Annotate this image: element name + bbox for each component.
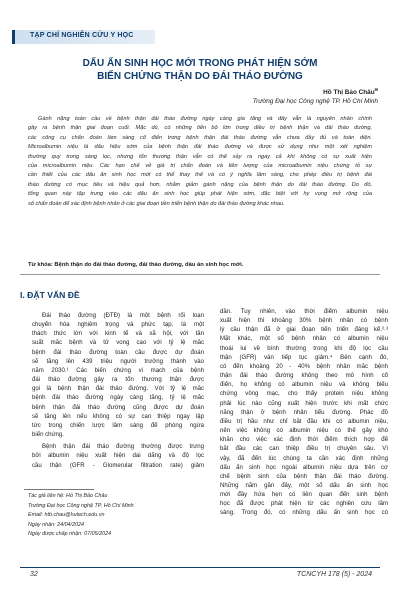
footer-divider [20, 567, 380, 568]
section-heading: I. ĐẶT VẤN ĐỀ [20, 290, 80, 300]
body-line: biến chứng. [32, 432, 64, 439]
footnote-divider [24, 489, 94, 490]
body-line: sẽ tăng lên nếu không có sự can thiệp ngay lập [32, 413, 204, 420]
body-line: điển, họ không có albumin niệu và không biểu [220, 382, 388, 389]
abstract-line: Microalbumin niệu là dấu hiệu sớm của bệnh thận đái tháo đường và được sử dụng như một xét nghiệm [28, 144, 372, 151]
corresponding-mark: ✉ [374, 87, 378, 92]
body-line: cầu thận (GFR - Glomerular filtration rate) giảm [32, 462, 204, 469]
abstract-line: của microalbumin niệu. Các hạn chế về giá trị chẩn đoán và tiên lượng của microalbumin niệu chứng tỏ sự [28, 163, 372, 170]
note-line: Tác giả liên hệ: Hồ Thị Bảo Châu [28, 493, 108, 499]
body-line: suất mắc bệnh và tử vong cao với tỷ lệ mắc [32, 340, 204, 347]
body-line: xuất hiện thì khoảng 30% bệnh nhân có bệnh [220, 318, 388, 325]
body-line: thoái lui về bình thường trong khi độ lọc cầu [220, 345, 388, 352]
body-line: bệnh đái tháo đường ngày càng tăng, tỷ lệ mắc [32, 395, 204, 402]
note-line: Trường Đại học Công nghệ TP. Hồ Chí Minh [28, 502, 134, 509]
abstract-line: các công cụ chẩn đoán làm sàng cố điển trong bệnh thận đái tháo đường vẫn chưa đầy đủ và toàn diện. [28, 134, 372, 141]
abstract-line: số chẩn đoán để xác định bệnh nhân ở các giai đoạn tiền triển bệnh thận do đái tháo đường khác nhau. [28, 200, 285, 207]
article-title [20, 57, 380, 83]
affiliation: Trường Đại học Công nghệ TP. Hồ Chí Minh [252, 98, 378, 105]
body-line: điều trị hầu như chỉ bắt đầu khi có albumin niệu, [220, 418, 388, 425]
body-line: bệnh đái tháo đường toàn cầu được dự đoán [32, 349, 204, 356]
body-line: nên việc không có albumin niệu có thể gây khó [220, 428, 388, 435]
abstract-line: tháo đường có mục tiêu và hiệu quả hơn, nhằm giảm gánh nặng của bệnh thận do đái tháo đường. Do đó, [28, 181, 372, 188]
body-line: năm 2030.¹ Các biến chứng vi mạch của bệnh [32, 367, 204, 374]
body-line: gọi là bệnh thận đái tháo đường. Với tỷ lệ mắc [32, 386, 204, 393]
body-line: bởi albumin niệu xuất hiện dai dẳng và độ lọc [32, 453, 204, 460]
keywords: Từ khóa: Bệnh thận do đái tháo đường, đái tháo đường, dấu ấn sinh học mới. [28, 262, 244, 268]
body-line: tức trong chiến lược lâm sàng để phòng ngừa [32, 422, 204, 429]
body-line: vậy, đã đến lúc chúng ta cần xác định những [220, 455, 388, 462]
left-column [32, 312, 204, 471]
journal-header: TẠP CHÍ NGHIÊN CỨU Y HỌC [30, 32, 134, 39]
body-line: chứng vông mạc, cho thấy protein niệu không [220, 391, 388, 398]
title-line-2: BIẾN CHỨNG THẬN DO ĐÁI THÁO ĐƯỜNG [97, 71, 303, 82]
abstract-line: cần thiết của các dấu ấn sinh học mới có thể thay thế và có ý nghĩa lâm sàng, cho phép điều trị bệnh đái [28, 172, 372, 179]
body-line: mới đầy hứa hẹn có liên quan đến sinh bệnh [220, 492, 388, 499]
note-line: Email: htb.chau@hutech.edu.vn [28, 512, 105, 519]
note-line: Ngày được chấp nhận: 07/05/2024 [28, 531, 112, 538]
body-line: phải lúc nào cũng xuất hiện trước khi mất chức [220, 400, 388, 407]
body-line: thận đái tháo đường không theo mô hình cổ [220, 373, 388, 380]
body-line: bệnh thận đái tháo đường cũng được dự đoán [32, 404, 204, 411]
page-number: 32 [30, 571, 38, 578]
body-line: lý cầu thận đã ở giai đoạn tiến triển đáng kể.²·³ [220, 327, 388, 334]
author-line [323, 87, 378, 96]
body-line: thách thức lớn với kinh tế và xã hội, với tần [32, 331, 204, 338]
correspondence-notes [28, 492, 208, 540]
body-line: năng thận ở bệnh nhân tiểu đường. Phác đồ [220, 409, 388, 416]
section-divider [20, 274, 380, 275]
title-line-1: DẤU ẤN SINH HỌC MỚI TRONG PHÁT HIỆN SỚM [82, 58, 318, 69]
body-line: dấu ấn sinh học ngoài albumin niệu dựa trên cơ [220, 464, 388, 471]
body-line: bắt đầu các can thiệp điều trị chuyên sâu. Vì [220, 446, 388, 453]
abstract-line: gây ra bệnh thận giai đoạn cuối. Mặc dù, có những tiến bộ lớn trong điều trị bệnh thận và đái tháo đường, [28, 125, 372, 132]
body-line: đái tháo đường gây ra tổn thương thận được [32, 377, 204, 384]
body-line: sàng. Trong đó, có những dấu ấn sinh học có [220, 510, 388, 517]
abstract-line: tổng quan này tập trung vào các dấu ấn sinh học giúp phát hiện sớm, đặc biệt với hy vọng mở rộng của [28, 191, 372, 198]
journal-issue: TCNCYH 178 (5) - 2024 [296, 571, 372, 578]
abstract-line: thường quy trong sàng lọc, nhưng tổn thương thận vẫn có thể xảy ra ngay cả khi không có sự xuất hiện [28, 153, 372, 160]
body-line: chuyển hóa nghiêm trọng và phức tạp, là một [32, 322, 204, 329]
right-column [220, 308, 388, 519]
body-line: học đã được phát hiện từ các nghiên cứu lâm [220, 501, 388, 508]
body-line: Đái tháo đường (ĐTĐ) là một bệnh rối loạn [42, 313, 204, 319]
body-line: chế bệnh sinh của bệnh thận đái tháo đường. [220, 473, 388, 480]
author-name: Hồ Thị Bảo Châu [323, 89, 375, 97]
body-line: dần. Tuy nhiên, vào thời điểm albumin niệu [220, 309, 388, 315]
abstract-line: Gánh nặng toàn cầu về bệnh thận đái tháo đường ngày càng gia tăng và đây vẫn là nguyên nhân chính [38, 116, 372, 122]
abstract [28, 115, 372, 209]
body-line: Những năm gần đây, một số dấu ấn sinh học [220, 482, 388, 489]
body-line: khăn cho việc xác định thời điểm thích hợp để [220, 437, 388, 444]
body-line: Mặt khác, một số bệnh nhân có albumin niệu [220, 336, 388, 343]
body-line: có đến khoảng 20 - 40% bệnh nhân mắc bệnh [220, 363, 388, 370]
body-line: thận (GFR) vẫn tiếp tục giảm.⁴ Bên cạnh đó, [220, 354, 388, 361]
body-line: Bệnh thận đái tháo đường thường được trưng [42, 444, 204, 451]
body-line: sẽ tăng lên 439 triệu người trưởng thành vào [32, 358, 204, 365]
note-line: Ngày nhận: 24/04/2024 [28, 521, 85, 528]
